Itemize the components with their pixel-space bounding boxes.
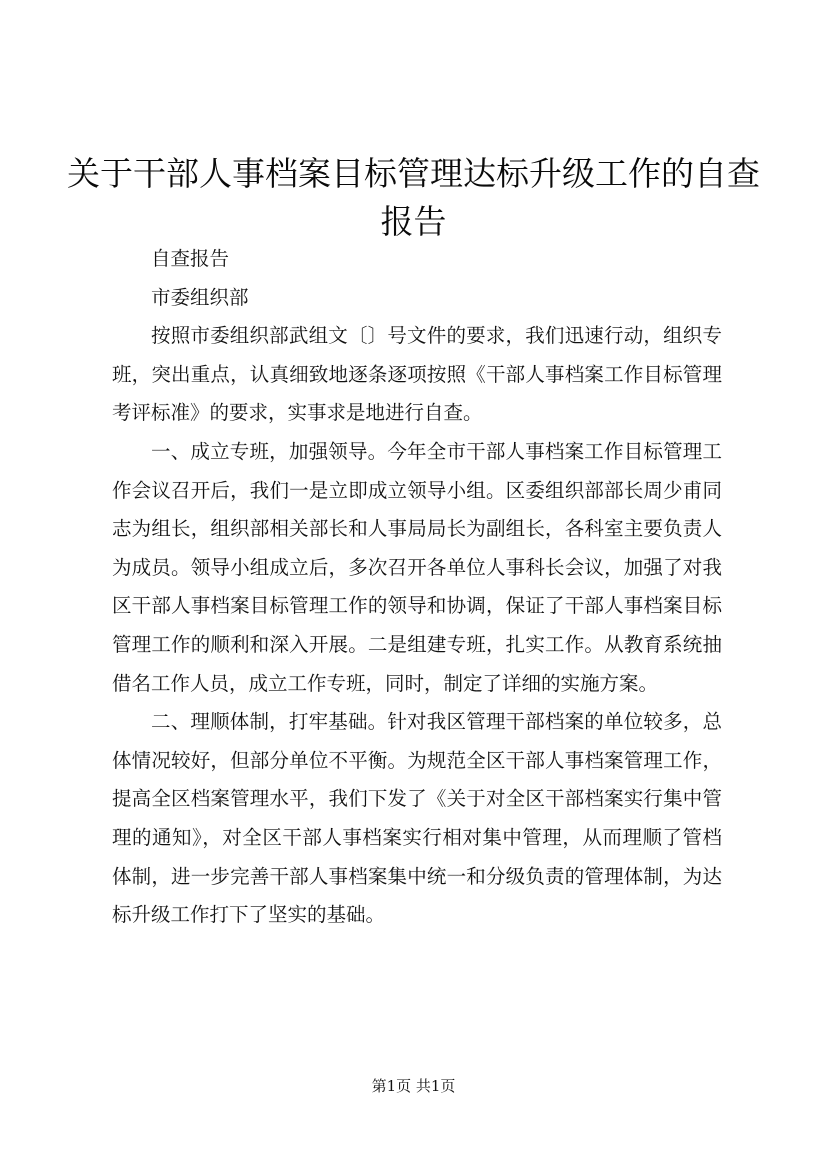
paragraph-section-two: 二、理顺体制，打牢基础。针对我区管理干部档案的单位较多，总体情况较好，但部分单位不平衡。为规范全区干部人事档案管理工作，提高全区档案管理水平，我们下发了《关于对全区干部档案实行集中管理的通知》，对全区干部人事档案实行相对集中管理，从而理顺了管档体制，进一步完善干部人事档案集中统一和分级负责的管理体制，为达标升级工作打下了坚实的基础。	[112, 710, 722, 927]
document-title: 关于干部人事档案目标管理达标升级工作的自查报告	[67, 154, 760, 241]
paragraph-report-label: 自查报告	[151, 247, 230, 270]
page-footer: 第1页 共1页	[371, 1077, 456, 1095]
paragraph-intro: 按照市委组织部武组文〔〕号文件的要求，我们迅速行动，组织专班，突出重点，认真细致地逐条逐项按照《干部人事档案工作目标管理考评标准》的要求，实事求是地进行自查。	[112, 324, 722, 425]
document-body	[112, 240, 722, 935]
paragraph-section-one: 一、成立专班，加强领导。今年全市干部人事档案工作目标管理工作会议召开后，我们一是立即成立领导小组。区委组织部部长周少甫同志为组长，组织部相关部长和人事局局长为副组长，各科室主要负责人为成员。领导小组成立后，多次召开各单位人事科长会议，加强了对我区干部人事档案目标管理工作的领导和协调，保证了干部人事档案目标管理工作的顺利和深入开展。二是组建专班，扎实工作。从教育系统抽借名工作人员，成立工作专班，同时，制定了详细的实施方案。	[112, 439, 722, 695]
paragraph-addressee: 市委组织部	[151, 285, 249, 309]
